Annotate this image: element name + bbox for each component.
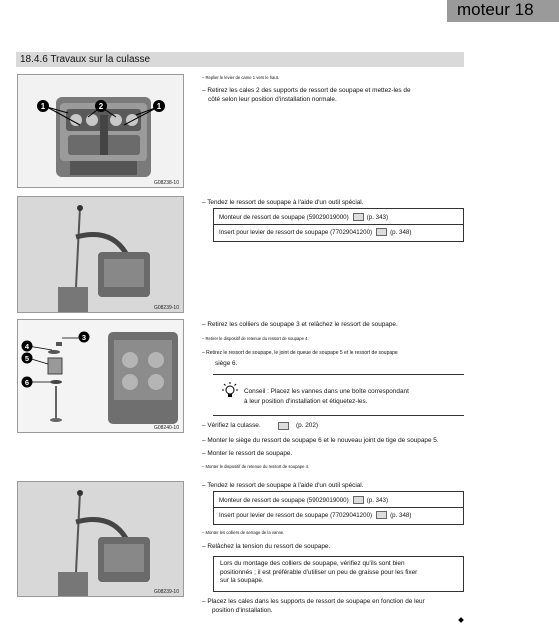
tool-row [214,226,463,240]
note-box [213,556,464,592]
callout-6: 6 [24,378,30,387]
manual-icon [376,511,387,519]
callout-3: 3 [81,333,87,342]
callout-1b: 1 [156,102,162,111]
tip-text: Conseil : Placez les vannes dans une boîte correspondant [244,388,409,395]
tool-row [214,211,463,225]
tool-ref: (p. 343) [366,497,389,504]
manual-icon [353,496,364,504]
tip-box [213,374,464,416]
tool-row [214,494,463,508]
spring-compressor-illustration [18,482,184,597]
manual-icon [353,213,364,221]
note-text: Lors du montage des colliers de soupape, vérifiez qu'ils sont bien [220,560,405,567]
figure-code: G08238-10 [153,180,179,186]
step-text: – Retirez les cales 2 des supports de ressort de soupape et mettez-les de [202,87,411,94]
tool-name: Insert pour levier de ressort de soupape (77029041200) [219,512,373,519]
step-text [202,421,319,430]
figure-code: G08239-10 [153,305,179,311]
tool-ref: (p. 348) [390,512,412,519]
figure-spring-compressor [17,196,184,313]
figure-cylinder-head-top [17,74,184,188]
step-text: – Monter les colliers de serrage de la vanne. [202,530,285,535]
tool-row [214,509,463,523]
figure-code: G08239-10 [153,589,179,595]
manual-icon [376,228,387,236]
tool-table [213,491,464,525]
step-label: – Vérifiez la culasse. [202,422,261,429]
page-ref: (p. 202) [296,422,319,429]
continue-marker-icon [458,617,464,623]
lightbulb-icon [221,382,239,400]
cylinder-head-illustration [18,75,184,188]
tip-text: à leur position d'installation et étiquetez-les. [244,398,368,405]
callout-5: 5 [24,354,30,363]
step-text: – Placez les cales dans les supports de ressort de soupape en fonction de leur [202,598,425,605]
tool-name: Insert pour levier de ressort de soupape (77029041200) [219,229,373,236]
step-text: – Replier le levier de came 1 vers le haut. [202,75,280,80]
figure-spring-compressor-2 [17,481,184,597]
tool-table [213,208,464,242]
step-text: côté selon leur position d'installation normale. [208,96,337,103]
tool-ref: (p. 348) [390,229,412,236]
step-text: – Monter le dispositif de retenue du ressort de soupape 4. [202,464,310,469]
step-text: position d'installation. [212,607,273,614]
tool-name: Monteur de ressort de soupape (59029019000) [219,497,349,504]
tool-ref: (p. 343) [366,214,389,221]
step-text: – Retirez le ressort de soupape, le joint de queue de soupape 5 et le ressort de soupape [202,350,398,356]
note-text: positionnés ; il est préférable d'utiliser un peu de graisse pour les fixer [220,568,418,576]
note-text: sur la soupape. [220,577,264,584]
step-text: – Tendez le ressort de soupape à l'aide d'un outil spécial. [202,482,364,489]
step-text: – Relâchez la tension du ressort de soupape. [202,543,331,550]
valve-parts-illustration [18,320,184,433]
figure-valve-parts [17,319,184,433]
step-text: – Tendez le ressort de soupape à l'aide d'un outil spécial. [202,199,364,206]
step-text: – Retirer le dispositif de retenue du ressort de soupape 4. [202,336,309,341]
step-text: – Retirez les colliers de soupape 3 et relâchez le ressort de soupape. [202,321,398,328]
manual-icon [278,422,289,430]
tool-name: Monteur de ressort de soupape (59029019000) [219,214,349,221]
figure-code: G08240-10 [153,425,179,431]
step-text: – Monter le ressort de soupape. [202,450,293,457]
step-text: – Monter le siège du ressort de soupape 6 et le nouveau joint de tige de soupape 5. [202,437,439,444]
chapter-tab: moteur 18 [447,0,559,22]
callout-2: 2 [98,102,104,111]
section-title: 18.4.6 Travaux sur la culasse [16,52,464,67]
callout-1: 1 [40,102,46,111]
step-text: siège 6. [215,360,238,367]
spring-compressor-illustration [18,197,184,313]
callout-4: 4 [24,342,30,351]
